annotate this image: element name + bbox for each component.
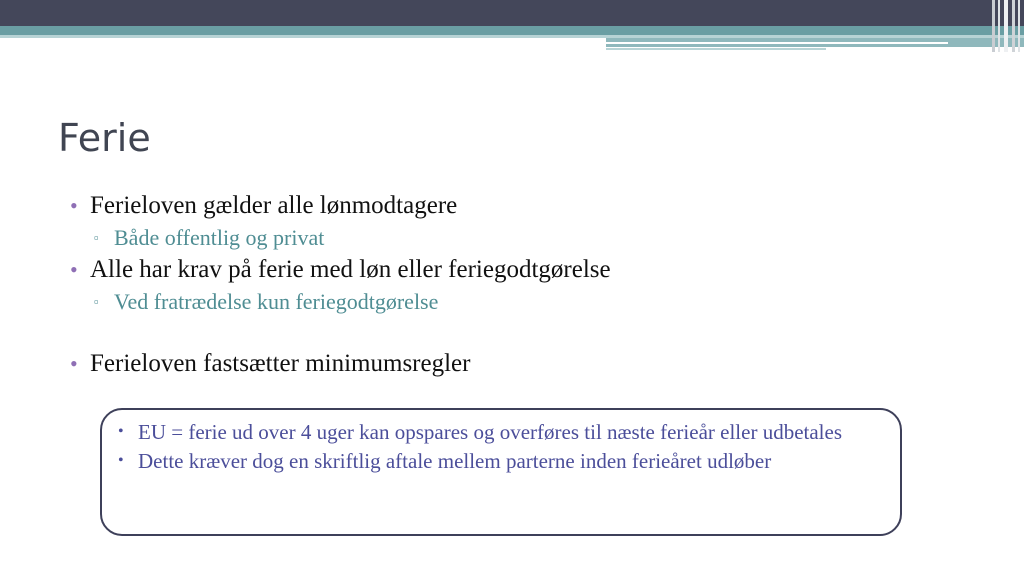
square-bullet-icon: ▫ (94, 294, 99, 309)
spacer (70, 318, 970, 348)
bullet-dot-icon: • (118, 423, 124, 440)
callout-box (100, 408, 902, 536)
header-band-right-white (606, 42, 948, 44)
header-band-right-thin (606, 48, 826, 50)
callout-list (116, 418, 876, 475)
sub-bullet-item (70, 286, 970, 318)
header-stripe (992, 0, 995, 52)
bullet-text: Alle har krav på ferie med løn eller feriegodtgørelse (90, 256, 611, 283)
square-bullet-icon: ▫ (94, 230, 99, 245)
callout-text: EU = ferie ud over 4 uger kan opspares og overføres til næste ferieår eller udbetales (138, 420, 842, 444)
sub-bullet-item (70, 222, 970, 254)
callout-text: Dette kræver dog en skriftlig aftale mellem parterne inden ferieåret udløber (138, 448, 772, 473)
bullet-text: Ferieloven gælder alle lønmodtagere (90, 192, 458, 219)
header-stripe (998, 0, 1000, 52)
header-band-teal (0, 26, 1024, 35)
header-stripe (1004, 0, 1008, 52)
bullet-item (70, 190, 970, 222)
bullet-dot-icon: • (70, 257, 78, 282)
bullet-item (70, 348, 970, 380)
header-band-dark (0, 0, 1024, 26)
bullet-dot-icon: • (118, 451, 124, 469)
bullet-dot-icon: • (70, 193, 78, 218)
header-stripe (1012, 0, 1015, 52)
bullet-dot-icon: • (70, 351, 78, 376)
sub-bullet-text: Både offentlig og privat (114, 225, 325, 250)
callout-item (116, 447, 876, 476)
bullet-item (70, 254, 970, 286)
callout-item (116, 418, 876, 447)
bullet-text: Ferieloven fastsætter minimumsregler (90, 350, 471, 377)
header-stripe (1018, 0, 1020, 52)
bullet-list (70, 190, 970, 380)
sub-bullet-text: Ved fratrædelse kun feriegodtgørelse (114, 289, 439, 314)
slide-title: Ferie (58, 116, 151, 160)
